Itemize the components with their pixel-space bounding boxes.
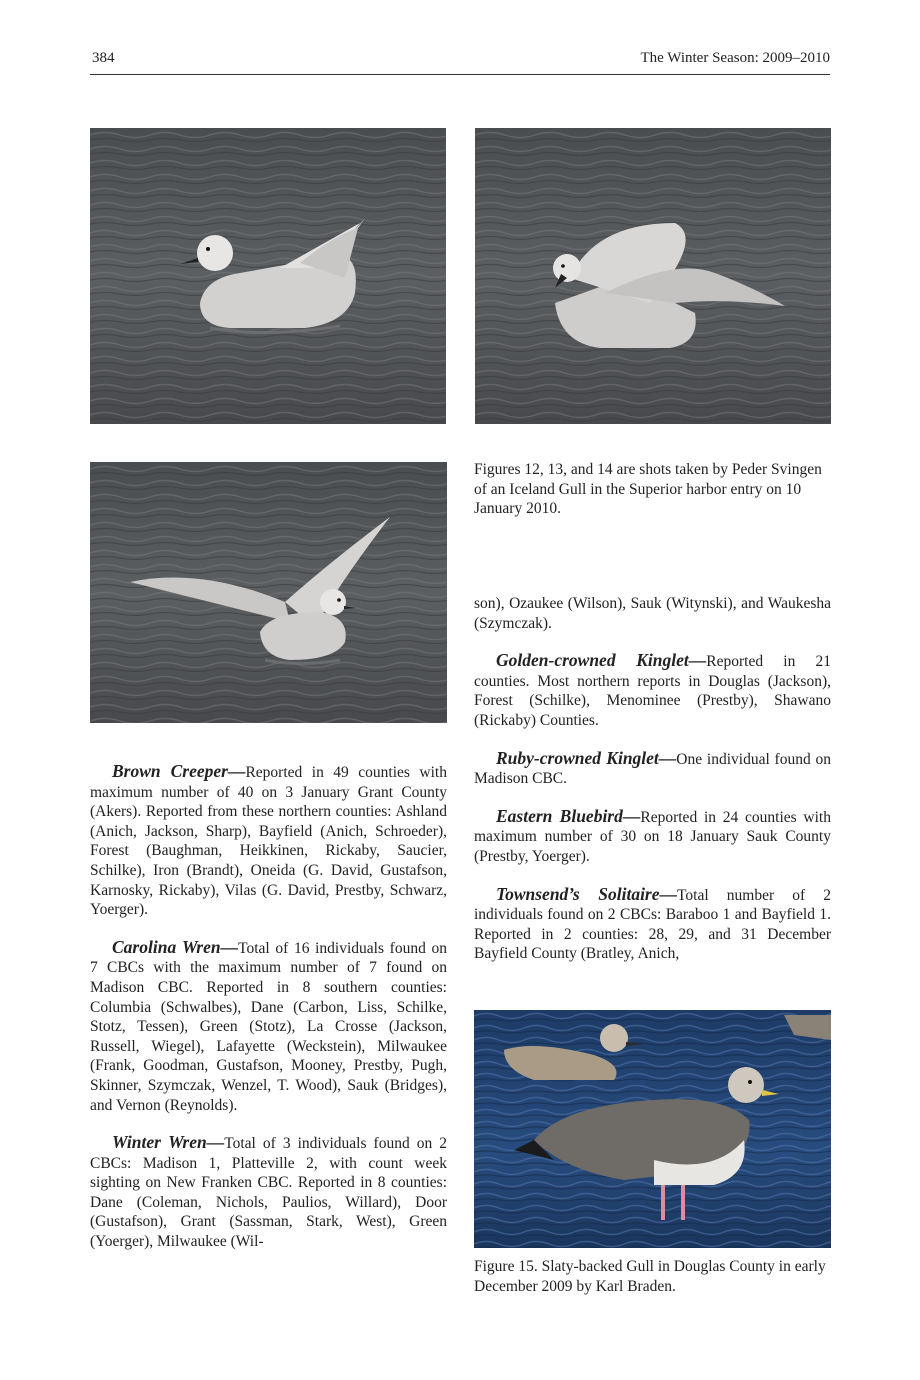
winter-wren-entry [90,1133,447,1252]
figure-14-photo [90,462,447,723]
species-name: Winter Wren— [112,1132,225,1153]
figure-15-photo [474,1010,831,1248]
eastern-bluebird-entry [474,807,831,867]
species-name: Eastern Bluebird— [496,805,641,826]
species-account: Reported in 21 counties. Most northern reports in Douglas (Jackson), Forest (Schilke), Menominee (Prestby), Shawano (Rickaby) Counties. [474,653,831,729]
townsends-solitaire-entry [474,885,831,964]
page-header [90,50,830,75]
left-column-text [90,762,447,1252]
species-account: Reported in 24 counties with maximum number of 30 on 18 January Sauk County (Prestby, Yoerger). [474,808,831,865]
brown-creeper-entry [90,762,447,920]
right-column-text [474,594,831,964]
figure-12-photo [90,128,446,424]
figure-13-photo [475,128,831,424]
species-name: Carolina Wren— [112,936,239,957]
species-account: Total number of 2 individuals found on 2 CBCs: Baraboo 1 and Bayfield 1. Reported in 2 counties: 28, 29, and 31 December Bayfield County (Bratley, Anich, [474,886,831,963]
carolina-wren-entry [90,938,447,1115]
species-account: Reported in 49 counties with maximum number of 40 on 3 January Grant County (Akers). Reported from these northern counties: Ashland (Anich, Jackson, Sharp), Bayfield (Anich, Schroeder), Forest (Baughman, Heikkinen, Rickaby, Saucier, Schilke), Iron (Brandt), Oneida (G. David, Gustafson, Karnosky, Rickaby), Vilas (G. David, Prestby, Schwarz, Yoerger). [90,764,447,919]
running-title: The Winter Season: 2009–2010 [640,50,830,66]
species-name: Golden-crowned Kinglet— [496,650,707,671]
page-number: 384 [92,50,115,66]
species-name: Townsend’s Solitaire— [496,883,678,904]
figures-12-14-caption: Figures 12, 13, and 14 are shots taken by Peder Svingen of an Iceland Gull in the Superior harbor entry on 10 January 2010. [474,461,822,518]
species-account: Total of 3 individuals found on 2 CBCs: Madison 1, Platteville 2, with count week sighting on New Franken CBC. Reported in 8 counties: Dane (Coleman, Nichols, Paulios, Willard), Door (Gustafson), Grant (Sassman, Stark, West), Green (Yoerger), Milwaukee (Wil- [90,1135,447,1251]
species-name: Ruby-crowned Kinglet— [496,747,677,768]
ruby-crowned-kinglet-entry [474,749,831,789]
golden-crowned-kinglet-entry [474,651,831,730]
figure-15-caption: Figure 15. Slaty-backed Gull in Douglas County in early December 2009 by Karl Braden. [474,1258,826,1295]
species-name: Brown Creeper— [112,761,246,781]
winter-wren-continuation: son), Ozaukee (Wilson), Sauk (Witynski), and Waukesha (Szymczak). [474,595,831,632]
species-account: One individual found on Madison CBC. [474,750,831,788]
species-account: Total of 16 individuals found on 7 CBCs with the maximum number of 7 found on Madison CBC. Reported in 8 southern counties: Columbia (Schwalbes), Dane (Carbon, Liss, Schilke, Stotz, Tessen), Green (Stotz), La Crosse (Jackson, Russell, Wiegel), Lafayette (Weckstein), Milwaukee (Frank, Goodman, Gustafson, Mooney, Prestby, Pugh, Skinner, Szymczak, Wenzel, T. Wood), Sauk (Bridges), and Vernon (Reynolds). [90,939,447,1114]
